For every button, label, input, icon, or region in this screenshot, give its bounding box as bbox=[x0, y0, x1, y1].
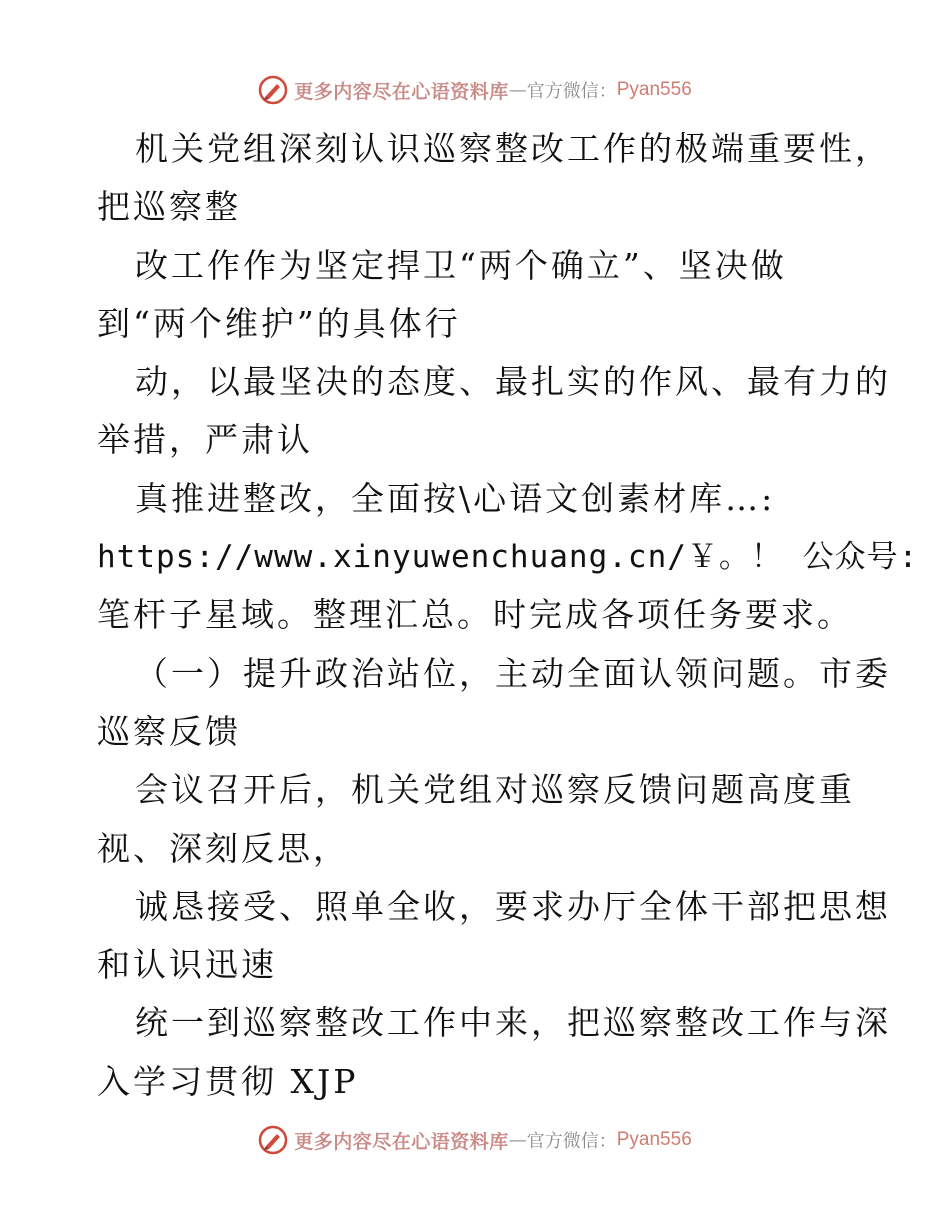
text-line: 诚恳接受、照单全收，要求办厅全体干部把思想 bbox=[135, 886, 891, 926]
watermark-dash: — bbox=[508, 1129, 527, 1151]
text-line: 把巡察整 bbox=[97, 187, 241, 227]
text-line: 机关党组深刻认识巡察整改工作的极端重要性， bbox=[135, 129, 891, 168]
watermark-wechat-label: 官方微信： bbox=[526, 81, 617, 102]
watermark-brand: 更多内容尽在心语资料库 bbox=[294, 1130, 509, 1153]
text-line: 会议召开后，机关党组对巡察反馈问题高度重 bbox=[135, 770, 855, 810]
text-line: 改工作作为坚定捍卫“两个确立”、坚决做 bbox=[135, 245, 787, 285]
text-line: 到“两个维护”的具体行 bbox=[97, 303, 461, 343]
watermark-wechat-id: Pyan556 bbox=[616, 79, 692, 100]
text-line: 举措，严肃认 bbox=[97, 420, 313, 460]
watermark-wechat-id: Pyan556 bbox=[616, 1129, 692, 1150]
header-watermark bbox=[0, 70, 950, 110]
brand-logo-icon bbox=[258, 1125, 288, 1155]
text-line: 真推进整改，全面按\心语文创素材库…: bbox=[135, 478, 776, 518]
section-heading-line: （一）提升政治站位，主动全面认领问题。市委 bbox=[135, 653, 891, 693]
text-line: 巡察反馈 bbox=[97, 711, 241, 751]
url-line: https://www.xinyuwenchuang.cn/￥。！ 公众号: bbox=[97, 539, 919, 576]
text-line: 统一到巡察整改工作中来，把巡察整改工作与深 bbox=[135, 1003, 891, 1043]
brand-logo-icon bbox=[258, 75, 288, 105]
text-line: 视、深刻反思， bbox=[97, 828, 349, 868]
footer-watermark bbox=[0, 1120, 950, 1160]
text-line: 和认识迅速 bbox=[97, 945, 277, 985]
watermark-dash: — bbox=[508, 79, 527, 101]
text-line: 入学习贯彻 XJP bbox=[97, 1061, 359, 1101]
text-line: 动，以最坚决的态度、最扎实的作风、最有力的 bbox=[135, 362, 891, 402]
watermark-wechat-label: 官方微信： bbox=[526, 1131, 617, 1152]
document-body bbox=[97, 120, 919, 1111]
watermark-brand: 更多内容尽在心语资料库 bbox=[294, 80, 509, 103]
text-line: 笔杆子星域。整理汇总。时完成各项任务要求。 bbox=[97, 595, 853, 635]
